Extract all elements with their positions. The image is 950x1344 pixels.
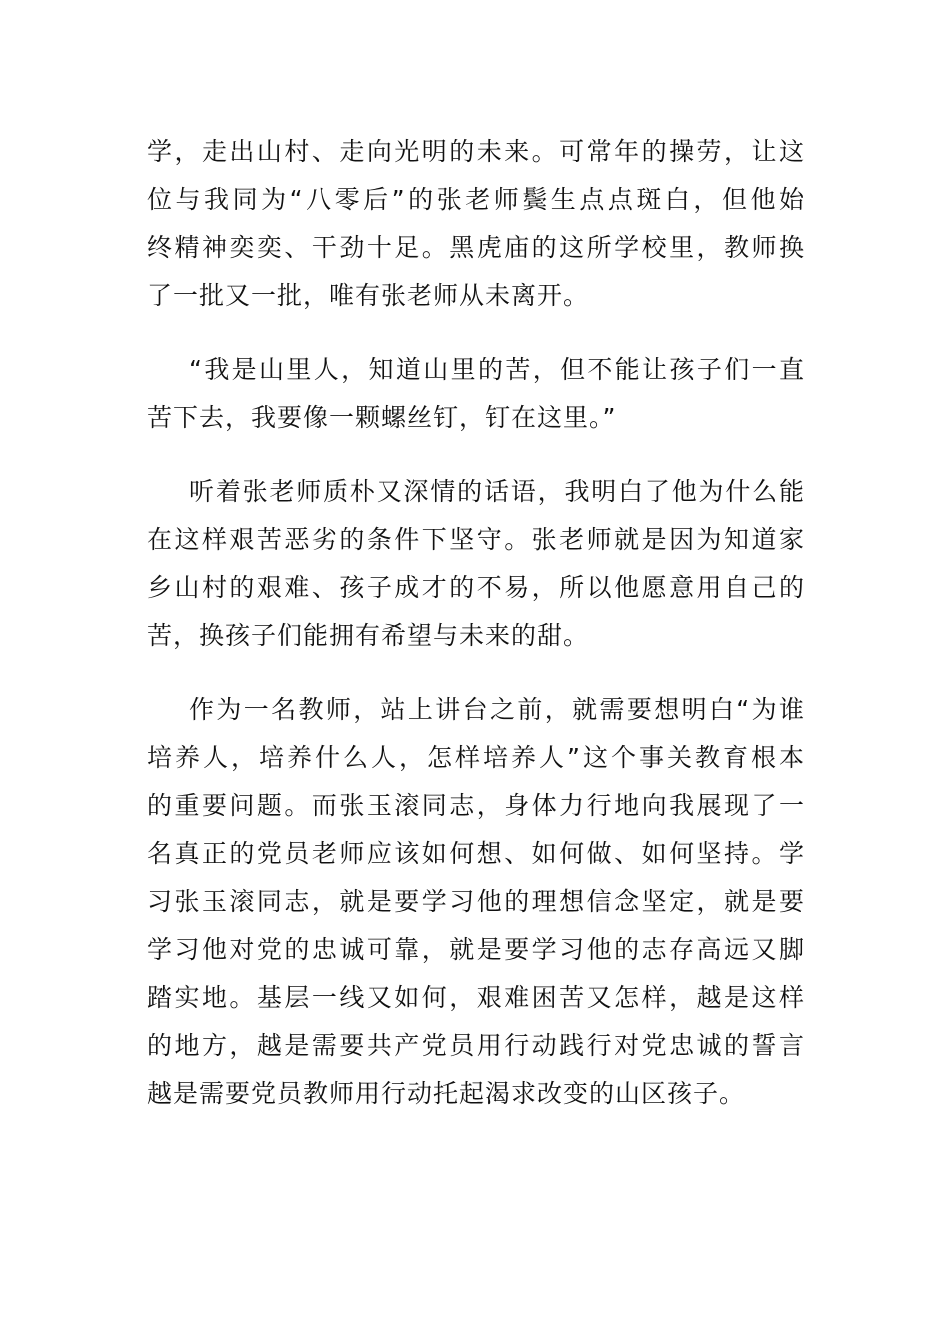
paragraph-4 bbox=[147, 686, 805, 1118]
text-line: 苦，换孩子们能拥有希望与未来的甜。 bbox=[147, 621, 590, 650]
text-line: 听着张老师质朴又深情的话语，我明白了他为什么能 bbox=[189, 477, 805, 506]
text-line: 苦下去，我要像一颗螺丝钉，钉在这里。” bbox=[147, 403, 617, 432]
text-line: 名真正的党员老师应该如何想、如何做、如何坚持。学 bbox=[147, 839, 805, 868]
text-line: 学，走出山村、走向光明的未来。可常年的操劳，让这 bbox=[147, 137, 805, 166]
text-line: 越是需要党员教师用行动托起渴求改变的山区孩子。 bbox=[147, 1079, 746, 1108]
text-line: “我是山里人，知道山里的苦，但不能让孩子们一直 bbox=[189, 355, 805, 384]
text-line: 培养人，培养什么人，怎样培养人”这个事关教育根本 bbox=[147, 743, 805, 772]
text-line: 的地方，越是需要共产党员用行动践行对党忠诚的誓言 bbox=[147, 1031, 805, 1060]
text-line: 乡山村的艰难、孩子成才的不易，所以他愿意用自己的 bbox=[147, 573, 805, 602]
text-line: 的重要问题。而张玉滚同志，身体力行地向我展现了一 bbox=[147, 791, 805, 820]
text-line: 了一批又一批，唯有张老师从未离开。 bbox=[147, 281, 590, 310]
paragraph-1 bbox=[147, 128, 805, 320]
text-line: 踏实地。基层一线又如何，艰难困苦又怎样，越是这样 bbox=[147, 983, 805, 1012]
text-line: 学习他对党的忠诚可靠，就是要学习他的志存高远又脚 bbox=[147, 935, 805, 964]
text-line: 习张玉滚同志，就是要学习他的理想信念坚定，就是要 bbox=[147, 887, 805, 916]
text-line: 作为一名教师，站上讲台之前，就需要想明白“为谁 bbox=[189, 695, 805, 724]
paragraph-2 bbox=[147, 346, 805, 442]
text-line: 终精神奕奕、干劲十足。黑虎庙的这所学校里，教师换 bbox=[147, 233, 805, 262]
text-line: 位与我同为“八零后”的张老师鬓生点点斑白，但他始 bbox=[147, 185, 805, 214]
document-body bbox=[147, 128, 805, 1144]
paragraph-3 bbox=[147, 468, 805, 660]
text-line: 在这样艰苦恶劣的条件下坚守。张老师就是因为知道家 bbox=[147, 525, 805, 554]
